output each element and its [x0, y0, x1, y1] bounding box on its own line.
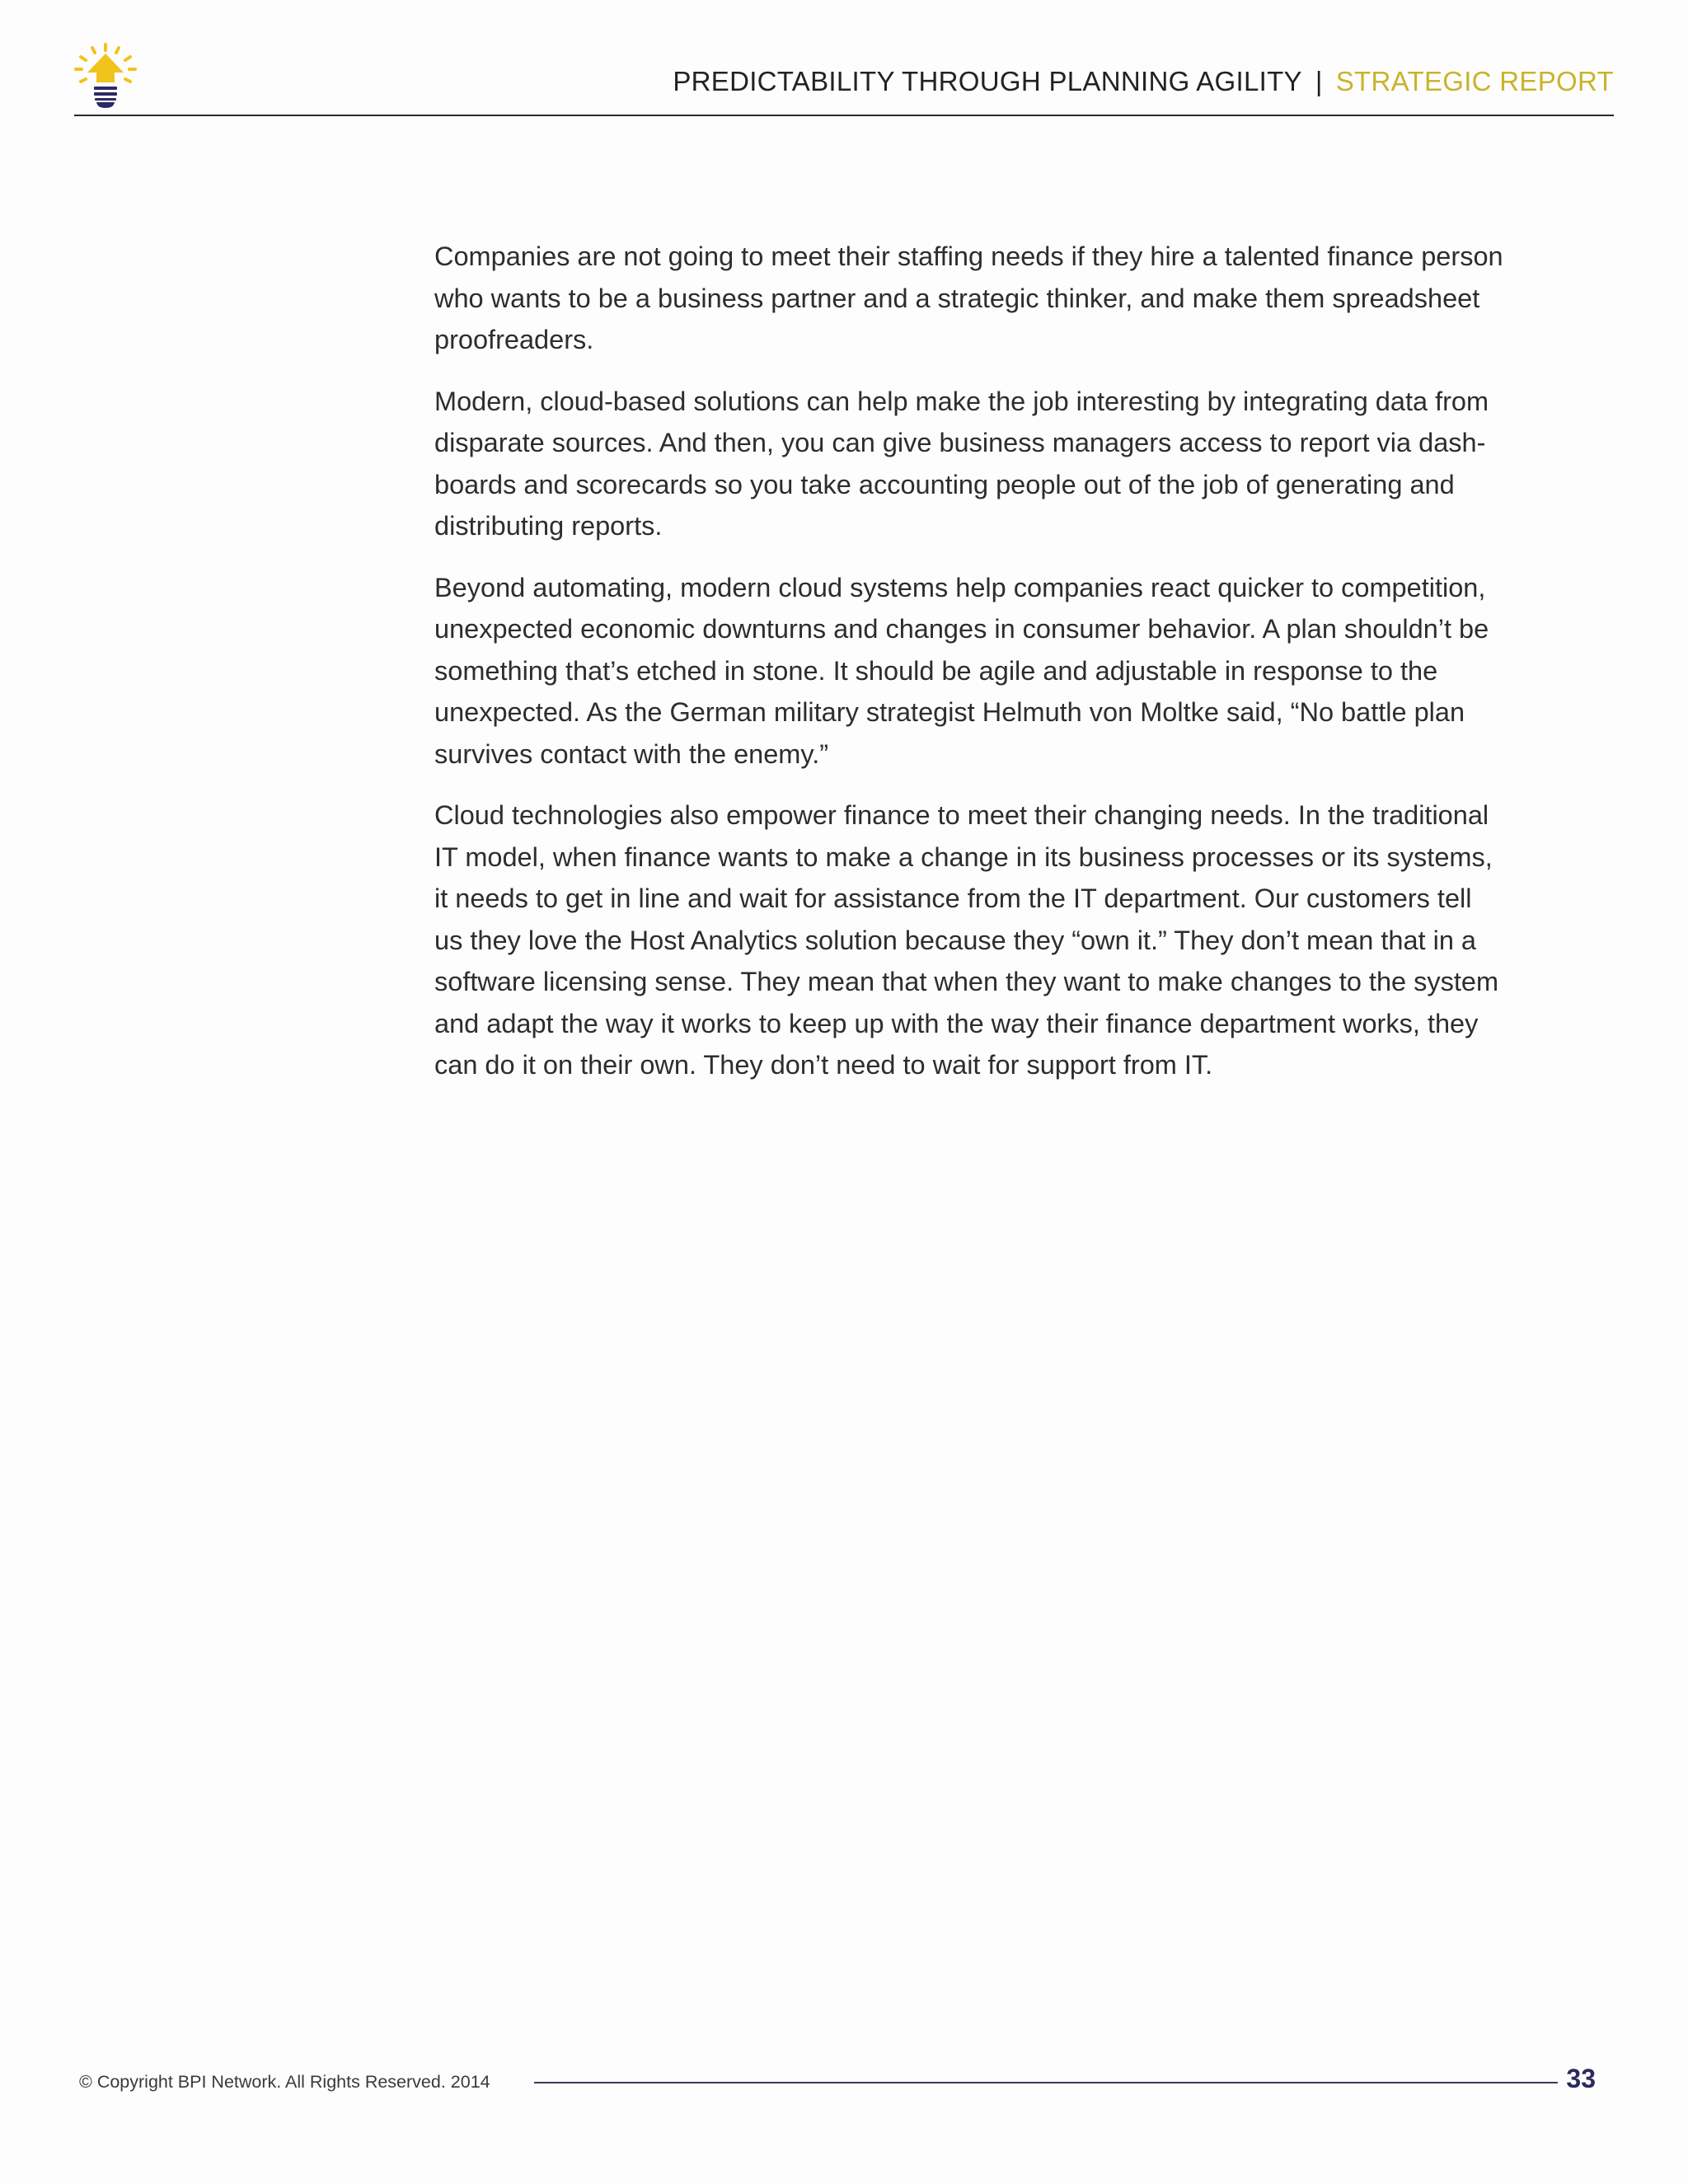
report-title: PREDICTABILITY THROUGH PLANNING AGILITY [673, 66, 1302, 96]
paragraph: Beyond automating, modern cloud systems help companies react quicker to competition, unexpected economic downturns and changes in consumer behavior. A plan shouldn’t be something that’s etched in stone. It should be agile and adjustable in response to the unexpected. As the German military strategist Helmuth von Moltke said, “No battle plan survives contact with the enemy.” [434, 572, 1489, 769]
header-separator: | [1315, 66, 1323, 96]
header-title [673, 66, 1614, 97]
paragraph: Companies are not going to meet their staffing needs if they hire a talented finance person who wants to be a business partner and a strategic thinker, and make them spreadsheet proofreaders. [434, 241, 1503, 354]
paragraph: Modern, cloud-based solutions can help make the job interesting by integrating data from disparate sources. And then, you can give business managers access to report via dash-boards and scorecards so you take accounting people out of the job of generating and distributing reports. [434, 386, 1489, 541]
lightbulb-arrow-icon [73, 41, 138, 110]
body-text [434, 236, 1506, 1106]
copyright-notice: © Copyright BPI Network. All Rights Reserved. 2014 [79, 2072, 490, 2092]
report-subtitle: STRATEGIC REPORT [1335, 66, 1614, 96]
paragraph: Cloud technologies also empower finance to meet their changing needs. In the traditional IT model, when finance wants to make a change in its business processes or its systems, it needs to get in line and wait for assistance from the IT department. Our customers tell us they love the Host Analytics solution because they “own it.” They don’t mean that in a software licensing sense. They mean that when they want to make changes to the system and adapt the way it works to keep up with the way their finance department works, they can do it on their own. They don’t need to wait for support from IT. [434, 800, 1499, 1080]
page-number: 33 [1566, 2064, 1596, 2093]
footer-divider [534, 2082, 1558, 2083]
header-divider [74, 115, 1614, 116]
